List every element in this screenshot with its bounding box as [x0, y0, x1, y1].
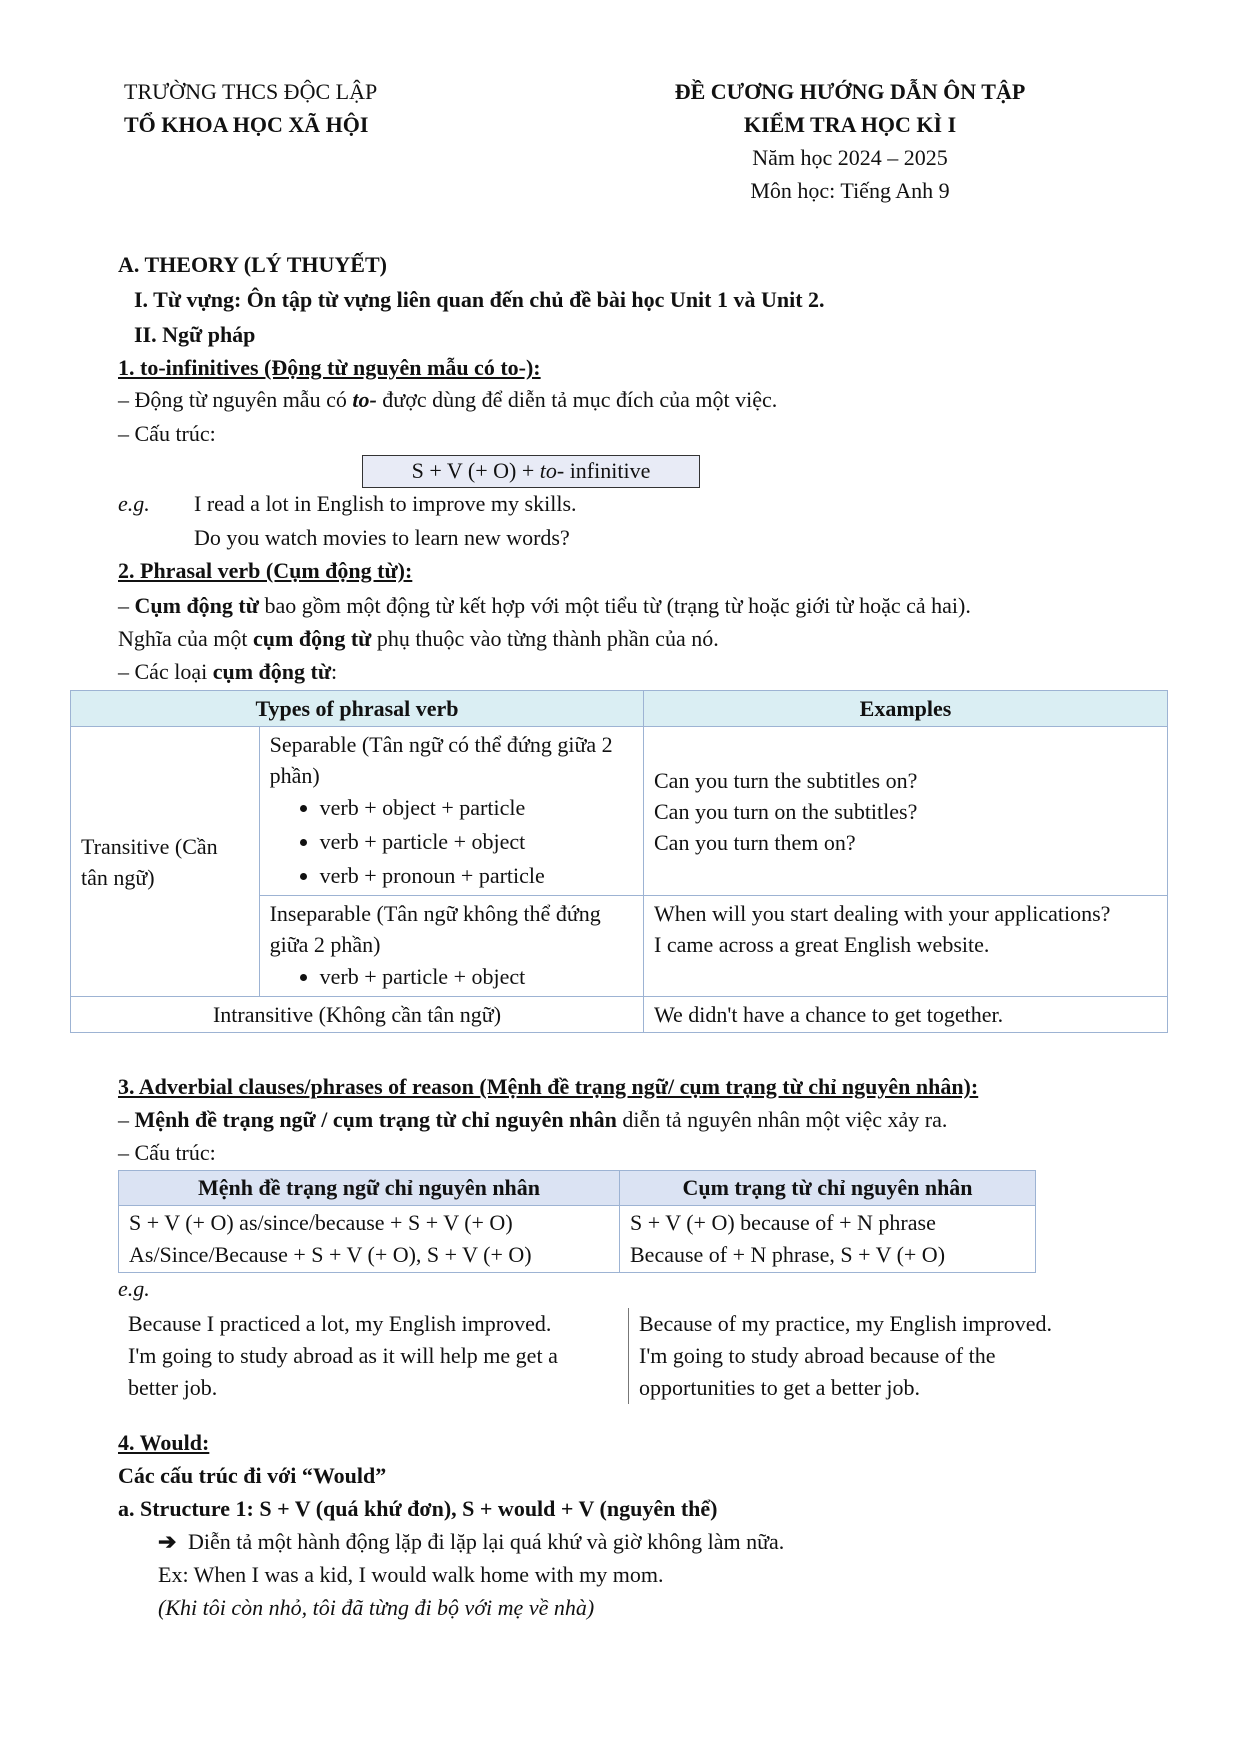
table-header-examples: Examples [644, 691, 1168, 727]
school-year: Năm học 2024 – 2025 [752, 145, 948, 170]
example-line: Can you turn on the subtitles? [654, 798, 918, 824]
adverbial-structure-table [118, 1170, 1036, 1273]
adverbial-description: – Mệnh đề trạng ngữ / cụm trạng từ chỉ nguyên nhân diễn tả nguyên nhân một việc xảy ra. [118, 1107, 948, 1132]
table-header-types: Types of phrasal verb [71, 691, 644, 727]
example-line: I'm going to study abroad as it will help me get a better job. [128, 1343, 558, 1400]
list-item: • verb + object + particle [320, 791, 633, 825]
to-infinitive-description: – Động từ nguyên mẫu có to- được dùng để diễn tả mục đích của một việc. [118, 387, 778, 412]
inseparable-label: Inseparable (Tân ngữ không thể đứng giữa 2 phần) [269, 901, 601, 957]
would-structure-1: a. Structure 1: S + V (quá khứ đơn), S + would + V (nguyên thể) [118, 1496, 718, 1521]
would-subheading: Các cấu trúc đi với “Would” [118, 1463, 387, 1488]
eg-label: e.g. [118, 491, 150, 516]
list-item: • verb + particle + object [320, 825, 633, 859]
transitive-cell: Transitive (Cần tân ngữ) [71, 727, 260, 997]
example-line: I'm going to study abroad because of the opportunities to get a better job. [639, 1343, 996, 1400]
to-infinitive-heading: 1. to-infinitives (Động từ nguyên mẫu có to-): [118, 355, 541, 380]
intransitive-example-cell: We didn't have a chance to get together. [644, 997, 1168, 1033]
clause-cell [119, 1206, 620, 1273]
phrasal-verb-heading: 2. Phrasal verb (Cụm động từ): [118, 558, 413, 583]
would-translation: (Khi tôi còn nhỏ, tôi đã từng đi bộ với mẹ về nhà) [158, 1595, 595, 1620]
department-name: TỔ KHOA HỌC XÃ HỘI [124, 112, 369, 137]
phrase-examples-cell [629, 1308, 1121, 1404]
table-header-clause: Mệnh đề trạng ngữ chỉ nguyên nhân [119, 1171, 620, 1206]
adverbial-heading: 3. Adverbial clauses/phrases of reason (Mệnh đề trạng ngữ/ cụm trạng từ chỉ nguyên nhân): [118, 1074, 979, 1099]
table-header-phrase: Cụm trạng từ chỉ nguyên nhân [620, 1171, 1036, 1206]
would-explanation: ➔ Diễn tả một hành động lặp đi lặp lại quá khứ và giờ không làm nữa. [158, 1529, 785, 1554]
list-item: • verb + particle + object [320, 960, 633, 994]
eg-label: e.g. [118, 1276, 150, 1301]
clause-examples-cell [118, 1308, 629, 1404]
structure-line: S + V (+ O) because of + N phrase [630, 1210, 936, 1235]
example-line: When will you start dealing with your applications? [654, 901, 1111, 926]
inseparable-list [270, 960, 633, 994]
separable-examples-cell [644, 727, 1168, 896]
example-line: I came across a great English website. [654, 932, 990, 957]
structure-label: – Cấu trúc: [118, 421, 216, 446]
example-line: Because of my practice, my English improved. [639, 1311, 1052, 1336]
to-infinitive-formula: S + V (+ O) + to- infinitive [362, 455, 700, 488]
inseparable-cell [259, 896, 643, 997]
intransitive-cell: Intransitive (Không cần tân ngữ) [71, 997, 644, 1033]
structure-label: – Cấu trúc: [118, 1140, 216, 1165]
arrow-icon: ➔ [158, 1529, 177, 1554]
structure-line: S + V (+ O) as/since/because + S + V (+ O) [129, 1210, 513, 1235]
separable-label: Separable (Tân ngữ có thể đứng giữa 2 phần) [269, 732, 613, 788]
example-sentence: Do you watch movies to learn new words? [194, 525, 570, 550]
phrasal-verb-table [70, 690, 1168, 1033]
section-a-heading: A. THEORY (LÝ THUYẾT) [118, 252, 387, 277]
would-heading: 4. Would: [118, 1430, 210, 1455]
structure-line: As/Since/Because + S + V (+ O), S + V (+ O) [129, 1242, 532, 1267]
structure-line: Because of + N phrase, S + V (+ O) [630, 1242, 946, 1267]
list-item: • verb + pronoun + particle [320, 859, 633, 893]
example-line: Can you turn them on? [654, 829, 856, 855]
example-sentence: I read a lot in English to improve my skills. [194, 491, 577, 516]
phrasal-verb-description: – Cụm động từ bao gồm một động từ kết hợp với một tiểu từ (trạng từ hoặc giới từ hoặc cả hai). [118, 593, 971, 618]
document-title: ĐỀ CƯƠNG HƯỚNG DẪN ÔN TẬP [674, 79, 1026, 104]
school-name: TRƯỜNG THCS ĐỘC LẬP [124, 79, 378, 104]
separable-list [270, 791, 633, 893]
inseparable-examples-cell [644, 896, 1168, 997]
grammar-heading: II. Ngữ pháp [134, 322, 256, 347]
example-line: Because I practiced a lot, my English improved. [128, 1311, 552, 1336]
phrasal-verb-types-label: – Các loại cụm động từ: [118, 659, 338, 684]
vocab-heading: I. Từ vựng: Ôn tập từ vựng liên quan đến chủ đề bài học Unit 1 và Unit 2. [134, 287, 825, 312]
phrase-cell [620, 1206, 1036, 1273]
separable-cell [259, 727, 643, 896]
adverbial-examples-table [118, 1308, 1120, 1404]
example-line: Can you turn the subtitles on? [654, 767, 918, 793]
would-example: Ex: When I was a kid, I would walk home with my mom. [158, 1562, 664, 1587]
document-subtitle: KIỂM TRA HỌC KÌ I [743, 112, 957, 137]
phrasal-verb-meaning: Nghĩa của một cụm động từ phụ thuộc vào từng thành phần của nó. [118, 626, 719, 651]
subject: Môn học: Tiếng Anh 9 [750, 178, 950, 203]
